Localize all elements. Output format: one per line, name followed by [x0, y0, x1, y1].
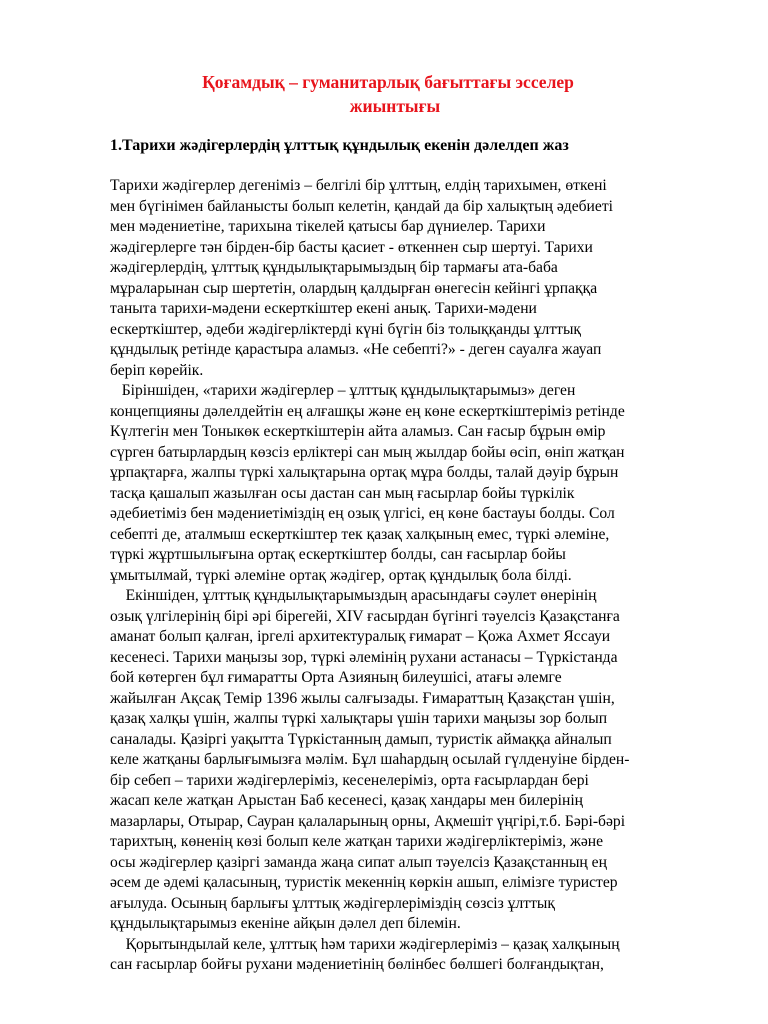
text-line: Біріншіден, «тарихи жәдігерлер – ұлттық құндылықтарымыз» деген	[110, 382, 576, 399]
text-line: бір себеп – тарихи жәдігерлеріміз, кесенелеріміз, орта ғасырлардан бері	[110, 771, 589, 789]
text-line: беріп көрейік.	[110, 361, 204, 379]
text-line: ескерткіштер, әдеби жәдігерліктерді күні бүгін біз толыққанды ұлттық	[110, 320, 582, 338]
text-line: ұмытылмай, түркі әлеміне ортақ жәдігер, ортақ құндылық бола білді.	[110, 566, 572, 584]
text-line: кесенесі. Тарихи маңызы зор, түркі әлемінің рухани астанасы – Түркістанда	[110, 648, 618, 666]
text-line: әсем де әдемі қаласының, туристік мекеннің көркін ашып, елімізге туристер	[110, 874, 618, 891]
text-line: таныта тарихи-мәдени ескерткіштер екені анық. Тарихи-мәдени	[110, 300, 537, 317]
text-line: сүрген батырлардың көзсіз ерліктері сан мың жылдар бойы өсіп, өніп жатқан	[110, 443, 625, 461]
text-line: тасқа қашалып жазылған осы дастан сан мың ғасырлар бойы түркілік	[110, 484, 575, 502]
text-line: бой көтерген бұл ғимаратты Орта Азияның билеушісі, атағы әлемге	[110, 669, 562, 686]
text-line: саналады. Қазіргі уақытта Түркістанның дамып, туристік аймаққа айналып	[110, 730, 612, 748]
text-line: Қорытындылай келе, ұлттық һәм тарихи жәдігерлеріміз – қазақ халқының	[110, 935, 620, 953]
document-title	[0, 70, 768, 118]
text-line: Күлтегін мен Тоныкөк ескерткіштерін айта аламыз. Сан ғасыр бұрын өмір	[110, 423, 606, 440]
text-line: Тарихи жәдігерлер дегеніміз – белгілі бір ұлттың, елдің тарихымен, өткені	[110, 177, 607, 194]
essay-body	[110, 176, 720, 976]
text-line: жасап келе жатқан Арыстан Баб кесенесі, қазақ хандары мен билерінің	[110, 792, 583, 809]
text-line: жайылған Ақсақ Темір 1396 жылы салғызады. Ғимараттың Қазақстан үшін,	[110, 689, 615, 707]
text-line: қазақ халқы үшін, жалпы түркі халықтары үшін тарихи маңызы зор болып	[110, 710, 608, 727]
title-line-1: Қоғамдық – гуманитарлық бағыттағы эсселер	[202, 72, 574, 92]
text-line: концепцияны дәлелдейтін ең алғашқы және ең көне ескерткіштеріміз ретінде	[110, 402, 625, 420]
text-line: жәдігерлерге тән бірден-бір басты қасиет - өткеннен сыр шертуі. Тарихи	[110, 238, 593, 256]
essay-heading: 1.Тарихи жәдігерлердің ұлттық құндылық екенін дәлелдеп жаз	[110, 137, 569, 154]
text-line: ұрпақтарға, жалпы түркі халықтарына ортақ мұра болды, талай дәуір бұрын	[110, 464, 619, 481]
title-line-2: жиынтығы	[349, 96, 441, 116]
text-line: аманат болып қалған, іргелі архитектуралық ғимарат – Қожа Ахмет Яссауи	[110, 628, 611, 645]
text-line: мен бүгінімен байланысты болып келетін, қандай да бір халықтың әдебиеті	[110, 197, 613, 215]
text-line: тарихтың, көненің көзі болып келе жатқан тарихи жәдігерліктеріміз, және	[110, 833, 604, 850]
text-line: мұраларынан сыр шертетін, олардың қалдырған өнегесін кейінгі ұрпаққа	[110, 279, 598, 297]
text-line: Екіншіден, ұлттық құндылықтарымыздың арасындағы сәулет өнерінің	[110, 587, 597, 604]
text-line: келе жатқаны барлығымызға мәлім. Бұл шаһардың осылай гүлденуіне бірден-	[110, 751, 630, 768]
text-line: жәдігерлердің, ұлттық құндылықтарымыздың бір тармағы ата-баба	[110, 259, 558, 276]
text-line: сан ғасырлар бойғы рухани мәдениетінің бөлінбес бөлшегі болғандықтан,	[110, 956, 604, 973]
text-line: озық үлгілерінің бірі әрі бірегейі, XIV ғасырдан бүгінгі тәуелсіз Қазақстанға	[110, 607, 620, 625]
text-line: себепті де, аталмыш ескерткіштер тек қазақ халқының емес, түркі әлеміне,	[110, 525, 610, 543]
text-line: ағылуда. Осының барлығы ұлттық жәдігерлеріміздің сөзсіз ұлттық	[110, 894, 555, 912]
text-line: әдебиетіміз бен мәдениетіміздің ең озық үлгісі, ең көне бастауы болды. Сол	[110, 505, 615, 522]
text-line: құндылықтарымыз екеніне айқын дәлел деп білемін.	[110, 915, 461, 932]
text-line: түркі жұртшылығына ортақ ескерткіштер болды, сан ғасырлар бойы	[110, 546, 566, 563]
text-line: мен мәдениетіне, тарихына тікелей қатысы бар дүниелер. Тарихи	[110, 218, 546, 235]
text-line: мазарлары, Отырар, Сауран қалаларының орны, Ақмешіт үңгірі,т.б. Бәрі-бәрі	[110, 812, 626, 830]
text-line: құндылық ретінде қарастыра аламыз. «Не себепті?» - деген сауалға жауап	[110, 341, 602, 358]
text-line: осы жәдігерлер қазіргі заманда жаңа сипат алып тәуелсіз Қазақстанның ең	[110, 853, 607, 871]
